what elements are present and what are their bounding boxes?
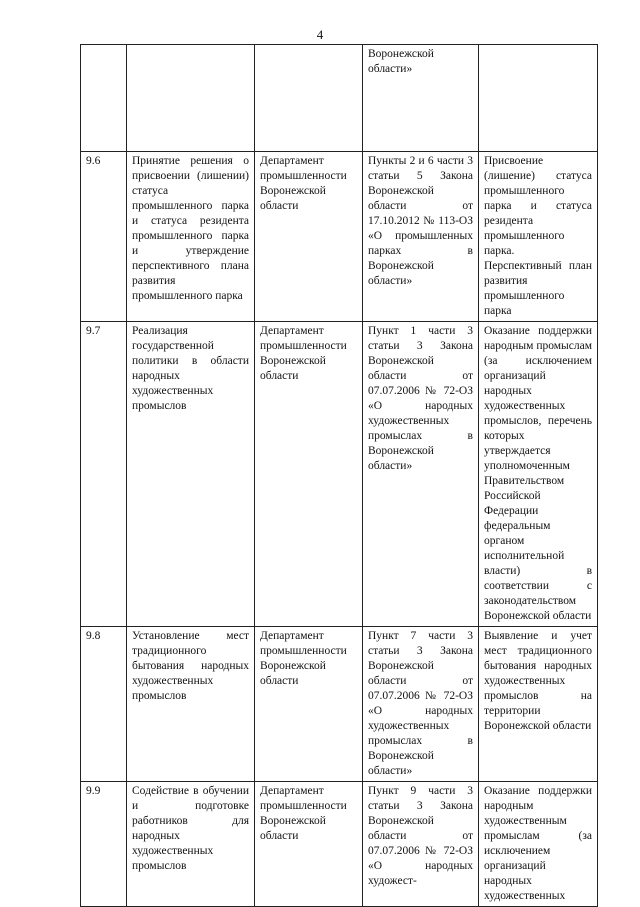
table-row	[81, 45, 598, 152]
table-row	[81, 627, 598, 782]
row-result	[479, 45, 598, 152]
row-basis: Воронежской области»	[363, 45, 479, 152]
row-basis: Пункты 2 и 6 части 3 статьи 5 Закона Воронежской области от 17.10.2012 № 113-ОЗ «О промышленных парках в Воронежской области»	[363, 152, 479, 322]
row-basis: Пункт 7 части 3 статьи 3 Закона Воронежской области от 07.07.2006 № 72-ОЗ «О народных художественных промыслах в Воронежской области»	[363, 627, 479, 782]
row-number: 9.9	[81, 782, 127, 907]
functions-table	[80, 44, 598, 907]
row-task: Установление мест традиционного бытования народных художественных промыслов	[127, 627, 255, 782]
row-task: Содействие в обучении и подготовке работников для народных художественных промыслов	[127, 782, 255, 907]
row-executor: Департамент промышленности Воронежской области	[255, 782, 363, 907]
table-row	[81, 322, 598, 627]
table-row	[81, 782, 598, 907]
row-executor: Департамент промышленности Воронежской области	[255, 322, 363, 627]
row-number	[81, 45, 127, 152]
row-task	[127, 45, 255, 152]
row-basis: Пункт 1 части 3 статьи 3 Закона Воронежской области от 07.07.2006 № 72-ОЗ «О народных художественных промыслах в Воронежской области»	[363, 322, 479, 627]
row-result: Оказание поддержки народным промыслам (за исключением организаций народных художественных промыслов, перечень которых утверждается уполномоченным Правительством Российской Федерации федеральным органом исполнительной власти) в соответствии с законодательством Воронежской области	[479, 322, 598, 627]
row-number: 9.6	[81, 152, 127, 322]
row-basis: Пункт 9 части 3 статьи 3 Закона Воронежской области от 07.07.2006 № 72-ОЗ «О народных художест-	[363, 782, 479, 907]
row-executor: Департамент промышленности Воронежской области	[255, 152, 363, 322]
row-executor	[255, 45, 363, 152]
table-row	[81, 152, 598, 322]
row-executor: Департамент промышленности Воронежской области	[255, 627, 363, 782]
row-result: Выявление и учет мест традиционного бытования народных художественных промыслов на территории Воронежской области	[479, 627, 598, 782]
page-number: 4	[316, 27, 324, 42]
row-result: Присвоение (лишение) статуса промышленного парка и статуса резидента промышленного парка. Перспективный план развития промышленного парка	[479, 152, 598, 322]
row-number: 9.7	[81, 322, 127, 627]
row-task: Реализация государственной политики в области народных художественных промыслов	[127, 322, 255, 627]
row-number: 9.8	[81, 627, 127, 782]
row-result: Оказание поддержки народным художественным промыслам (за исключением организаций народных художественных	[479, 782, 598, 907]
row-task: Принятие решения о присвоении (лишении) статуса промышленного парка и статуса резидента промышленного парка и утверждение перспективного плана развития промышленного парка	[127, 152, 255, 322]
